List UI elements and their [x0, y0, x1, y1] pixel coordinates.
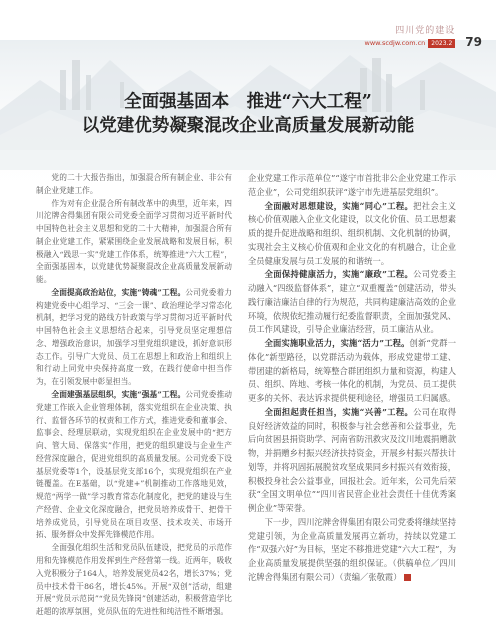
paragraph [248, 406, 456, 516]
paragraph [36, 542, 232, 619]
paragraph [248, 516, 456, 585]
paragraph [248, 200, 456, 269]
paragraph [248, 268, 456, 337]
page-header [365, 26, 482, 60]
paragraph [36, 172, 232, 198]
title-line-2: 以党建优势凝聚混改企业高质量发展新动能 [81, 116, 415, 136]
issue-badge: 2023.2 [428, 39, 455, 48]
paragraph-text: 公司党委着力构建党委中心组学习、“三会一课”、政治理论学习常态化机制，把学习党的路线方针政策与学习贯彻习近平新时代中国特色社会主义思想结合起来，引导党员坚定理想信念、增强政治意识，加强学习型党组织建设，抓好意识形态工作。引导广大党员、员工在思想上和政治上和组织上和行动上同党中央保持高度一致，在践行使命中担当作为，在引领发展中彰显担当。 [36, 287, 232, 387]
paragraph-lead: 全面建强基层组织，实施“强基”工程。 [51, 390, 186, 400]
article-title [0, 90, 496, 138]
magazine-name: 四川党的建设 [395, 26, 456, 36]
magazine-url: www.scdjw.com.cn [364, 39, 426, 47]
paragraph-text: 创新“党群一体化”新型路径，以党群活动为载体，形成党建带工建、带团建的新格局，统筹整合群团组织力量和资源，构建人员、组织、阵地、考核一体化的机制，为党员、员工提供更多的关怀、表达诉求提供便利途径，增强员工归属感。 [248, 338, 456, 403]
paragraph [248, 337, 456, 406]
header-url-row [365, 39, 456, 48]
paragraph [36, 198, 232, 287]
paragraph-text: 公司在取得良好经济效益的同时，积极参与社会慈善和公益事业，先后向贫困县捐资助学、河南省防汛救灾及汶川地震捐赠款物，并捐赠乡村振兴经济扶持资金，开展乡村振兴帮扶计划等，并将巩固拓展脱贫攻坚成果同乡村振兴有效衔接，积极投身社会公益事业，回报社会。近年来，公司先后荣获“全国文明单位”“四川省民营企业社会责任十佳优秀案例企业”等荣誉。 [248, 406, 456, 513]
paragraph-text: 全面强化组织生活和党员队伍建设，把党员的示范作用和先锋模范作用发挥到生产经营第一线。近两年，吸收入党积极分子164人，培养发展党员42名，增长37%；党员中技术骨干86名，增长45%。开展“双创”活动，组建开展“党员示范岗”“党员先锋岗”创建活动，积极营造学比赶超的浓厚氛围，党员队伍的先进性和纯洁性不断增强。 [36, 543, 232, 617]
left-column [36, 172, 232, 619]
paragraph [36, 389, 232, 542]
paragraph-text: 公司党委推动党建工作嵌入企业管理体制，落实党组织在企业决策、执行、监督各环节的权责和工作方式，推进党委和董事会、监事会、经理层联动，实现党组织在企业发展中的“把方向、管大局、保落实”作用，把党的组织建设与企业生产经营深度融合，促进党组织的高质量发展。公司党委下设基层党委等1个，设基层党支部16个，实现党组织在产业链覆盖。在E基础，以“党建+”机制推动工作落地见效，规范“两学一做”学习教育常态化制度化，把党的建设与生产经营、企业文化深度融合，把党员培养成骨干、把骨干培养成党员，引导党员在项目攻坚、技术攻关、市场开拓、服务群众中发挥先锋模范作用。 [36, 390, 232, 540]
paragraph-text: 下一步，四川沱牌舍得集团有限公司党委将继续坚持党建引领，为企业高质量发展再立新功，持续以党建工作“双强六好”为目标，坚定不移推进党建“六大工程”，为企业高质量发展提供坚强的组织保证。（供稿单位／四川沱牌舍得集团有限公司）（责编／张敬霞） [248, 516, 456, 582]
right-column [248, 172, 456, 585]
paragraph-lead: 全面提高政治站位，实施“铸魂”工程。 [51, 287, 186, 297]
paragraph [36, 287, 232, 389]
header-text [365, 26, 456, 48]
paragraph-text: 公司党委主动融入“四级监督体系”，建立“双重覆盖”创建活动，带头践行廉洁廉洁自律的行为规范，共同构建廉洁高效的企业环境，依规依纪推动履行纪委监督职责，全面加强党风、员工作风建设，引导企业廉洁经营，员工廉洁从业。 [248, 269, 456, 335]
paragraph-lead: 全面担起责任担当，实施“兴善”工程。 [264, 406, 414, 417]
paragraph-text: 企业党建工作示范单位”“遂宁市首批非公企业党建工作示范企业”，公司党组织获评“遂宁市先进基层党组织”。 [248, 173, 456, 197]
paragraph-lead: 全面实施职业活力，实施“活力”工程。 [264, 338, 410, 348]
paragraph-lead: 全面保持健康活力，实施“廉政”工程。 [264, 269, 414, 280]
paragraph-text: 党的二十大报告指出，加强混合所有制企业、非公有制企业党建工作。 [36, 173, 232, 195]
page-number: 79 [465, 35, 482, 49]
title-line-1: 全面强基固本 推进“六大工程” [124, 92, 372, 112]
paragraph-lead: 全面融对思想建设，实施“同心”工程。 [264, 200, 414, 211]
paragraph-text: 把社会主义核心价值观融入企业文化建设，以文化价值、员工思想素质的提升促进战略和组织、组织机制、文化机制的协调，实现社会主义核心价值观和企业文化的有机融合，让企业全员健康发展与员工发展的和谐统一。 [248, 200, 456, 266]
paragraph-text: 作为对有企业混合所有制改革中的典型，近年来，四川沱牌舍得集团有限公司党委全面学习贯彻习近平新时代中国特色社会主义思想和党的二十大精神，加强混合所有制企业党建工作，紧紧围绕企业发展战略和发展目标，积极融入“践思一实”党建工作体系，统筹推进“六大工程”，全面强基固本，以党建优势凝聚混改企业高质量发展新动能。 [36, 198, 232, 285]
paragraph [248, 172, 456, 200]
end-mark-icon [404, 574, 411, 581]
